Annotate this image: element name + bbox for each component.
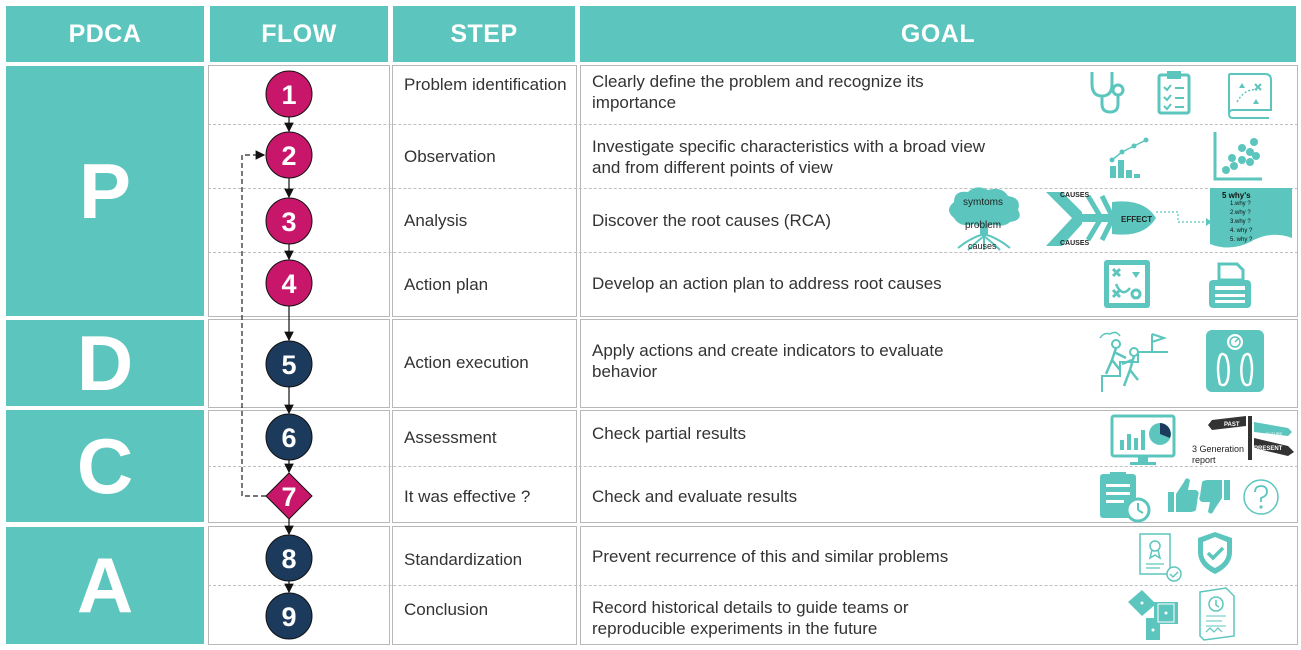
- step-number: 3: [281, 207, 297, 237]
- goal-text-6: Check partial results: [592, 424, 747, 443]
- phase-do: D: [6, 320, 204, 406]
- five-whys-item: 2.why ?: [1230, 210, 1251, 216]
- goal-text-8: Prevent recurrence of this and similar problems: [592, 547, 949, 566]
- phase-check: C: [6, 410, 204, 522]
- step-label-2: Observation: [404, 147, 496, 166]
- flow-node-7: [266, 473, 312, 519]
- step-label-5: Action execution: [404, 353, 529, 372]
- goal-text-5: Apply actions and create indicators to evaluate behavior: [592, 341, 944, 381]
- five-whys-item: 5. why ?: [1230, 237, 1253, 243]
- five-whys-title: 5 why's: [1222, 191, 1251, 200]
- tree-causes-label: causes: [968, 241, 997, 251]
- header-flow: FLOW: [210, 6, 388, 62]
- typewriter-icon: [1207, 262, 1253, 310]
- goal-text-9: Record historical details to guide teams or reproducible experiments in the future: [592, 598, 909, 638]
- flow-node-6: [266, 414, 312, 460]
- weight-scale-icon: [1204, 328, 1266, 394]
- signpost-present-label: PRESENT: [1254, 446, 1283, 452]
- stethoscope-icon: [1086, 70, 1126, 116]
- flow-node-9: [266, 593, 312, 639]
- scatter-plot-icon: [1212, 130, 1264, 182]
- signpost-past-label: PAST: [1224, 422, 1240, 428]
- goal-text-3: Discover the root causes (RCA): [592, 211, 832, 230]
- three-generation-report-label: 3 Generation report: [1192, 444, 1245, 465]
- flow-node-1: [266, 71, 312, 117]
- signpost-future-label: FUTURE: [1266, 431, 1283, 436]
- step-label-8: Standardization: [404, 550, 523, 569]
- phase-plan: P: [6, 66, 204, 316]
- certificate-document-icon: [1138, 532, 1184, 582]
- feedback-loop-arrow: [242, 155, 266, 496]
- flow-node-8: [266, 535, 312, 581]
- five-whys-item: 4. why ?: [1230, 228, 1253, 234]
- step-number: 7: [281, 482, 297, 512]
- step-label-1: Problem identification: [404, 75, 567, 94]
- dashboard-monitor-icon: [1110, 414, 1176, 466]
- step-label-4: Action plan: [404, 275, 489, 294]
- header-goal: GOAL: [580, 6, 1296, 62]
- step-label-9: Conclusion: [404, 600, 489, 619]
- step-number: 2: [281, 141, 297, 171]
- step-label-6: Assessment: [404, 428, 497, 447]
- fishbone-causes-top-label: CAUSES: [1060, 192, 1090, 199]
- five-whys-item: 1.why ?: [1230, 201, 1251, 207]
- goal-text-2: Investigate specific characteristics with a broad view and from different points of view: [592, 137, 986, 177]
- archive-document-icon: [1196, 586, 1238, 642]
- flow-node-4: [266, 260, 312, 306]
- step-number: 6: [281, 423, 297, 453]
- step-label-3: Analysis: [404, 211, 468, 230]
- flow-node-3: [266, 198, 312, 244]
- strategy-board-icon: [1102, 258, 1152, 310]
- fishbone-effect-label: EFFECT: [1121, 215, 1153, 224]
- step-number: 8: [281, 544, 297, 574]
- growth-chart-icon: [1108, 136, 1152, 180]
- flow-node-2: [266, 132, 312, 178]
- checklist-timer-icon: [1098, 472, 1152, 524]
- question-mark-icon: [1242, 478, 1280, 516]
- tree-symptoms-label: symtoms: [963, 197, 1003, 208]
- step-number: 5: [281, 350, 297, 380]
- tree-problem-label: problem: [965, 220, 1002, 231]
- fishbone-to-whys-arrow: [1154, 210, 1214, 226]
- goal-text-4: Develop an action plan to address root causes: [592, 274, 942, 293]
- clipboard-checklist-icon: [1156, 70, 1192, 116]
- thumbs-up-down-icon: [1166, 476, 1232, 516]
- phase-act: A: [6, 527, 204, 644]
- goal-text-1: Clearly define the problem and recognize its importance: [592, 72, 924, 112]
- treasure-map-icon: [1225, 70, 1273, 120]
- step-number: 4: [281, 269, 297, 299]
- step-number: 9: [281, 602, 297, 632]
- step-number: 1: [281, 80, 297, 110]
- flow-node-5: [266, 341, 312, 387]
- shield-check-icon: [1196, 530, 1234, 576]
- fishbone-causes-bottom-label: CAUSES: [1060, 240, 1090, 247]
- goal-text-7: Check and evaluate results: [592, 487, 798, 506]
- step-label-7: It was effective ?: [404, 487, 531, 506]
- knowledge-squares-icon: [1126, 588, 1184, 644]
- header-step: STEP: [393, 6, 575, 62]
- team-climbing-icon: [1098, 330, 1170, 394]
- five-whys-item: 3.why ?: [1230, 219, 1251, 225]
- header-pdca: PDCA: [6, 6, 204, 62]
